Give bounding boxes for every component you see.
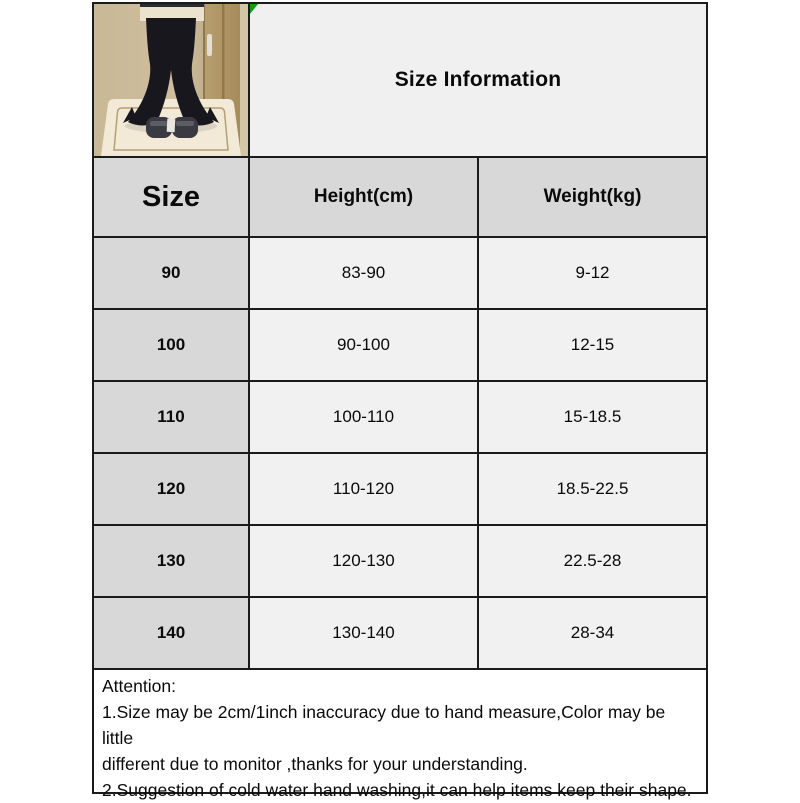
attention-line: 2.Suggestion of cold water hand washing,it can help items keep their shape. <box>102 780 692 800</box>
photo-shirt-stripe <box>140 4 204 7</box>
row-120-size: 120 <box>94 454 248 524</box>
row-140-weight: 28-34 <box>479 598 706 668</box>
attention-notes <box>94 670 706 800</box>
photo-shoe-tag <box>167 119 176 132</box>
row-100-weight: 12-15 <box>479 310 706 380</box>
row-130-height: 120-130 <box>250 526 477 596</box>
row-100-size: 100 <box>94 310 248 380</box>
row-120-weight: 18.5-22.5 <box>479 454 706 524</box>
photo-right-shoe <box>172 117 198 138</box>
green-corner-marker-icon <box>250 4 258 14</box>
row-90-size: 90 <box>94 238 248 308</box>
row-90-weight: 9-12 <box>479 238 706 308</box>
column-header-height: Height(cm) <box>250 158 477 236</box>
row-110-size: 110 <box>94 382 248 452</box>
photo-right-light-strip <box>240 4 248 156</box>
row-120-height: 110-120 <box>250 454 477 524</box>
size-chart-sheet <box>92 2 708 800</box>
row-110-weight: 15-18.5 <box>479 382 706 452</box>
row-100-height: 90-100 <box>250 310 477 380</box>
product-photo-illustration <box>94 4 248 156</box>
size-information-header <box>250 4 706 156</box>
column-header-weight: Weight(kg) <box>479 158 706 236</box>
photo-right-shoe-strap <box>176 121 194 126</box>
product-photo <box>94 4 248 156</box>
attention-line: different due to monitor ,thanks for your understanding. <box>102 754 528 774</box>
row-130-size: 130 <box>94 526 248 596</box>
attention-line: 1.Size may be 2cm/1inch inaccuracy due to hand measure,Color may be little <box>102 702 666 748</box>
column-header-size: Size <box>94 158 248 236</box>
row-130-weight: 22.5-28 <box>479 526 706 596</box>
row-140-size: 140 <box>94 598 248 668</box>
row-90-height: 83-90 <box>250 238 477 308</box>
page-title: Size Information <box>394 68 562 91</box>
row-140-height: 130-140 <box>250 598 477 668</box>
photo-left-shoe-strap <box>150 121 168 126</box>
row-110-height: 100-110 <box>250 382 477 452</box>
photo-door-handle <box>207 34 212 56</box>
attention-line: Attention: <box>102 676 176 696</box>
